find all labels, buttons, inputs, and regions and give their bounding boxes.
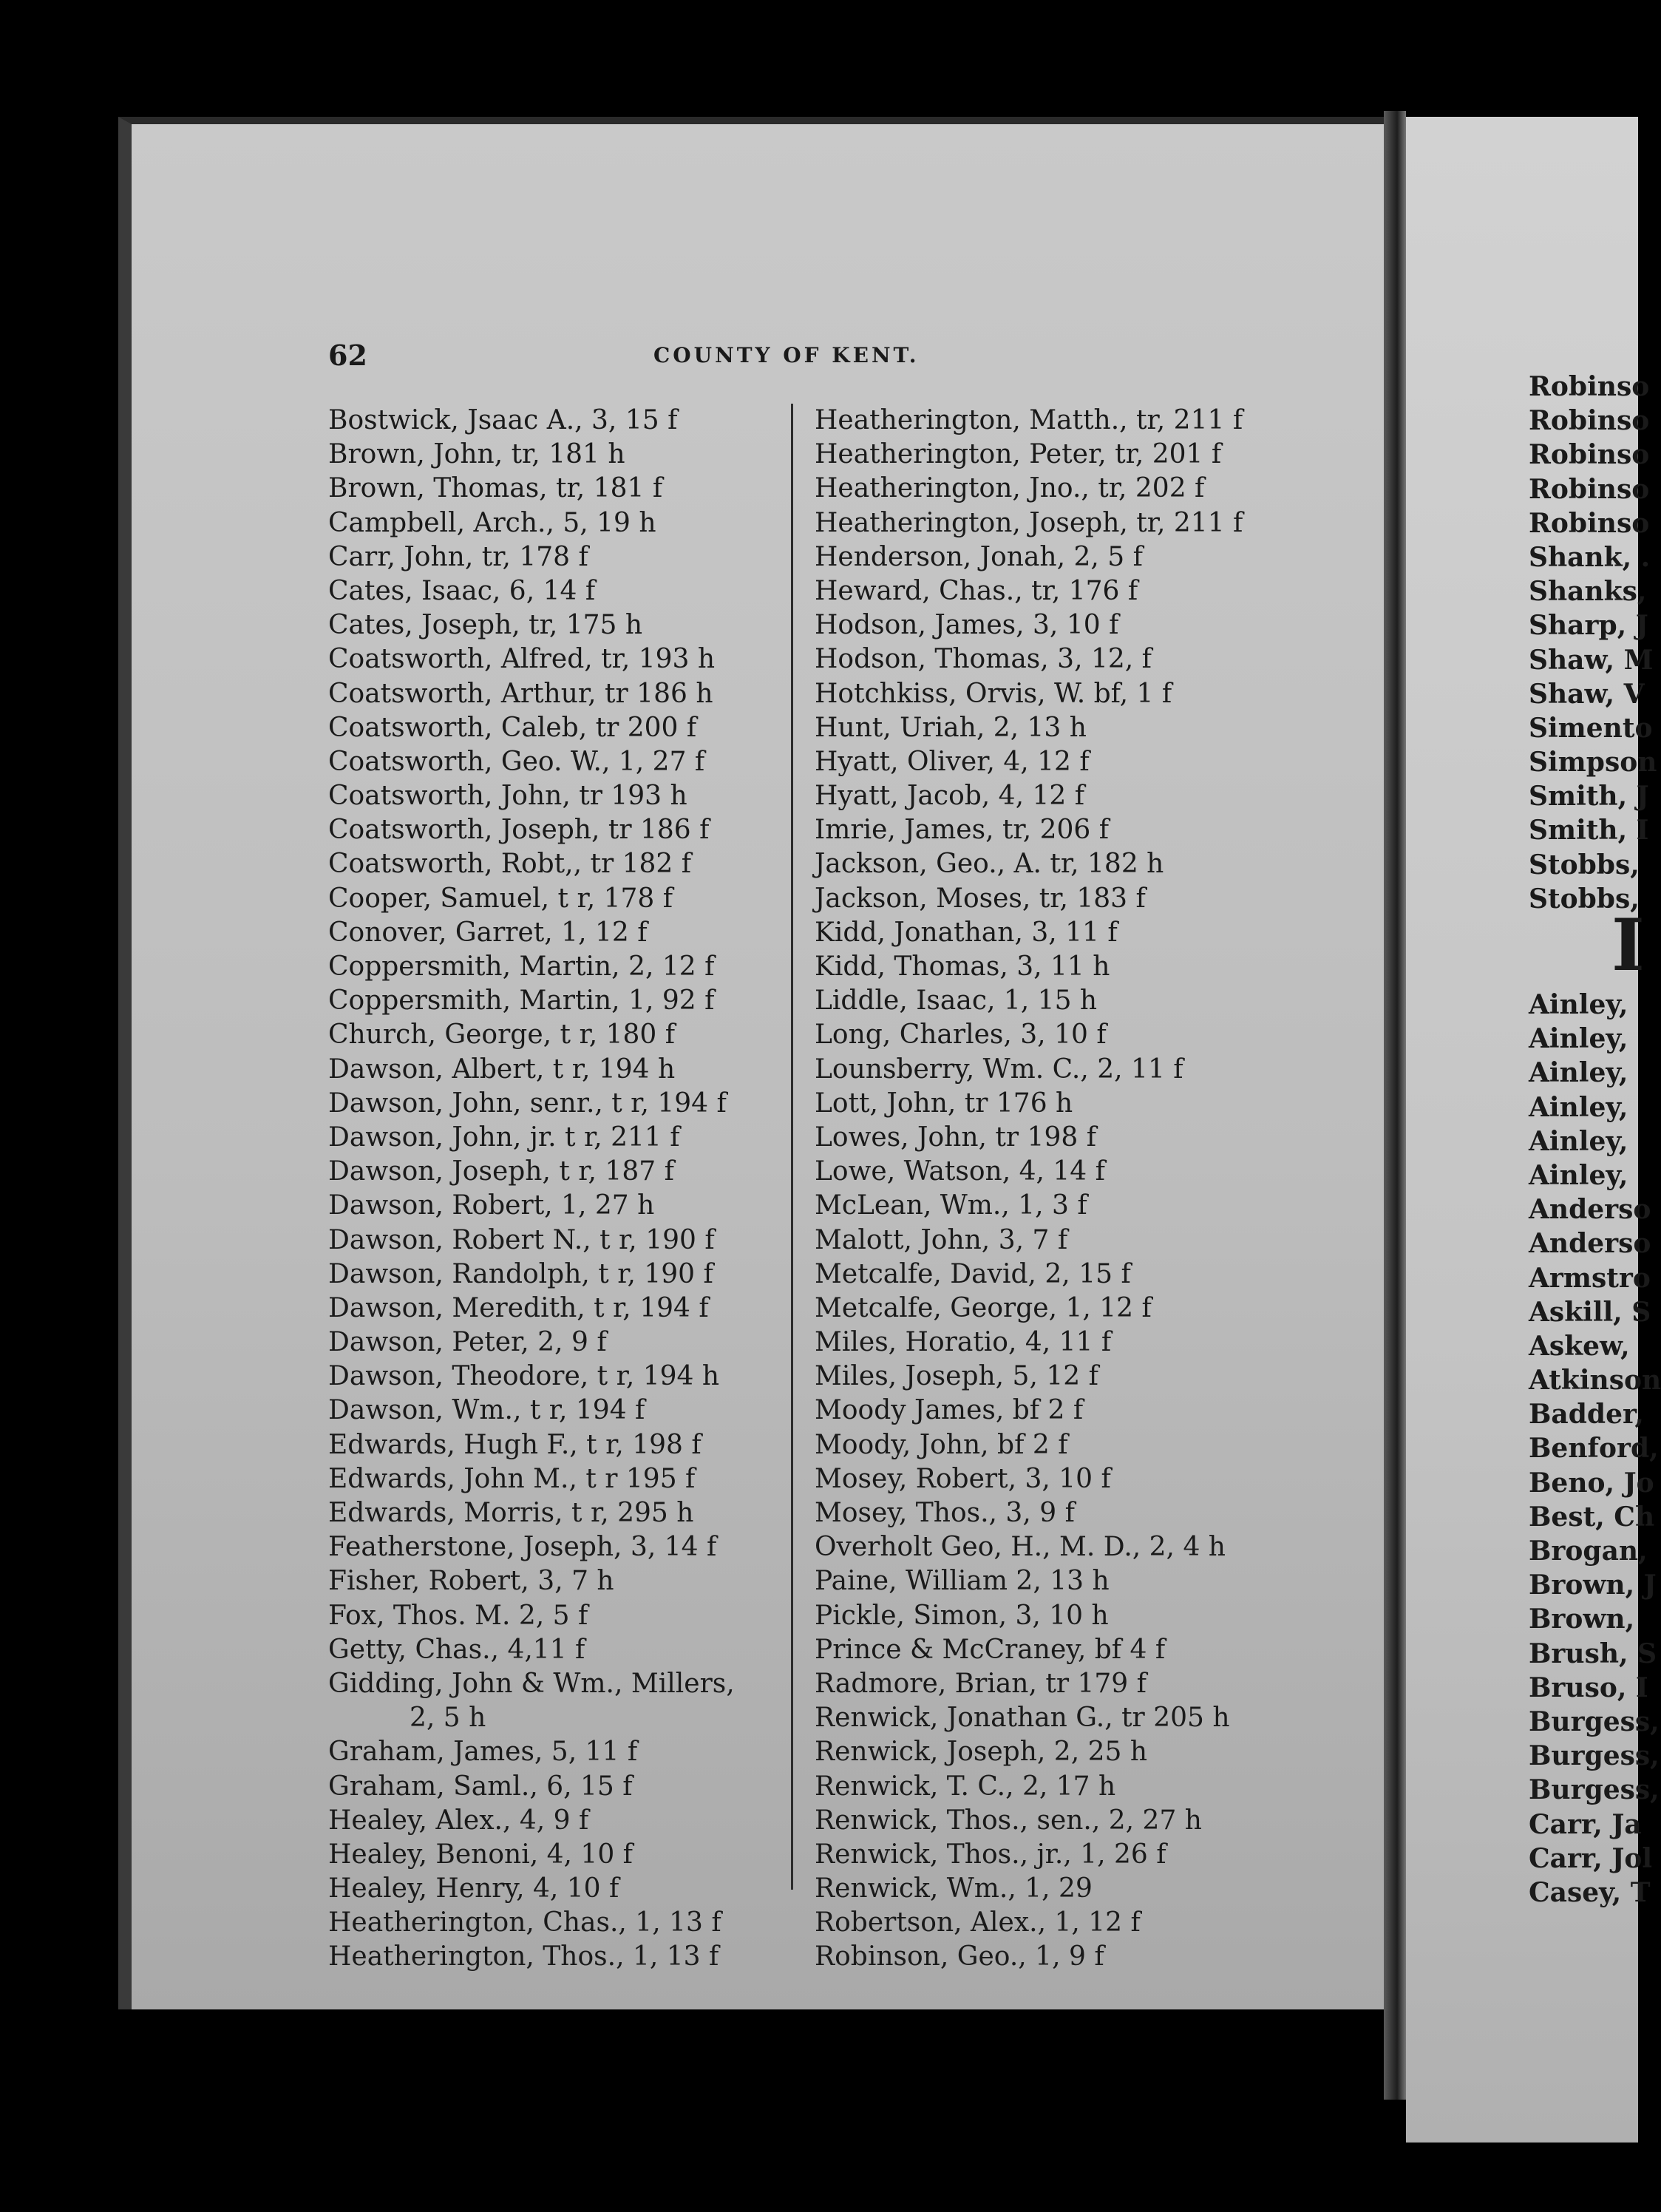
directory-entry: Askill, S — [1529, 1296, 1651, 1328]
directory-entry: Brown, — [1529, 1604, 1635, 1635]
directory-entry: Ainley, — [1529, 1091, 1628, 1123]
directory-entry: Lowe, Watson, 4, 14 f — [815, 1156, 1105, 1187]
directory-entry: Coatsworth, Arthur, tr 186 h — [328, 678, 713, 709]
directory-entry: Graham, James, 5, 11 f — [328, 1737, 638, 1768]
directory-entry: Benford, — [1529, 1433, 1659, 1465]
directory-entry: Metcalfe, David, 2, 15 f — [815, 1258, 1131, 1289]
directory-entry: Gidding, John & Wm., Millers, — [328, 1668, 735, 1699]
directory-entry: Renwick, Thos., sen., 2, 27 h — [815, 1805, 1202, 1836]
directory-entry: Long, Charles, 3, 10 f — [815, 1020, 1107, 1051]
directory-entry: Robinso — [1529, 473, 1650, 505]
directory-entry: Brown, J — [1529, 1570, 1657, 1601]
directory-entry: Carr, Jol — [1529, 1842, 1653, 1874]
directory-entry: Coatsworth, John, tr 193 h — [328, 781, 687, 812]
directory-column-left — [328, 404, 801, 1975]
directory-entry: Stobbs, — [1529, 883, 1640, 915]
directory-entry: Radmore, Brian, tr 179 f — [815, 1668, 1147, 1699]
directory-entry: Brush, S — [1529, 1638, 1657, 1669]
running-title: COUNTY OF KENT. — [653, 343, 920, 367]
directory-entry: Lounsberry, Wm. C., 2, 11 f — [815, 1054, 1183, 1085]
directory-entry: Burgess, — [1529, 1740, 1660, 1772]
directory-entry: Metcalfe, George, 1, 12 f — [815, 1292, 1152, 1323]
directory-entry: Smith, J — [1529, 781, 1649, 812]
directory-entry: Hunt, Uriah, 2, 13 h — [815, 712, 1087, 743]
directory-entry: Simento — [1529, 712, 1653, 744]
directory-entry: Ainley, — [1529, 989, 1628, 1020]
directory-entry: Burgess, — [1529, 1706, 1660, 1737]
directory-entry: Robinson, Geo., 1, 9 f — [815, 1941, 1104, 1972]
directory-entry: Robinso — [1529, 439, 1650, 471]
directory-entry: Heatherington, Matth., tr, 211 f — [815, 405, 1243, 435]
directory-entry: Smith, I — [1529, 815, 1649, 847]
directory-entry: Dawson, John, jr. t r, 211 f — [328, 1122, 680, 1153]
directory-entry: Robinso — [1529, 405, 1650, 437]
directory-entry: Church, George, t r, 180 f — [328, 1020, 676, 1051]
page-number: 62 — [328, 339, 367, 372]
directory-entry: Coppersmith, Martin, 2, 12 f — [328, 951, 715, 982]
directory-entry: Graham, Saml., 6, 15 f — [328, 1771, 633, 1802]
directory-entry: Anderso — [1529, 1228, 1651, 1260]
directory-entry: Dawson, Peter, 2, 9 f — [328, 1327, 607, 1358]
directory-entry: Brogan, — [1529, 1536, 1648, 1567]
directory-entry: Imrie, James, tr, 206 f — [815, 815, 1110, 846]
page-header — [328, 339, 1289, 383]
directory-entry: McLean, Wm., 1, 3 f — [815, 1190, 1087, 1221]
directory-entry: 2, 5 h — [410, 1703, 486, 1734]
directory-entry: Edwards, John M., t r 195 f — [328, 1463, 696, 1494]
directory-entry: Moody James, bf 2 f — [815, 1395, 1084, 1426]
directory-column-middle — [815, 404, 1302, 1975]
directory-entry: Dawson, John, senr., t r, 194 f — [328, 1088, 727, 1119]
directory-entry: Healey, Benoni, 4, 10 f — [328, 1839, 633, 1870]
directory-entry: Brown, Thomas, tr, 181 f — [328, 473, 663, 504]
directory-entry: Ainley, — [1529, 1023, 1628, 1055]
directory-entry: Coatsworth, Geo. W., 1, 27 f — [328, 746, 705, 777]
directory-entry: Fox, Thos. M. 2, 5 f — [328, 1600, 588, 1631]
right-page-column-top — [1529, 370, 1657, 916]
directory-entry: Dawson, Joseph, t r, 187 f — [328, 1156, 674, 1187]
directory-entry: Ainley, — [1529, 1057, 1628, 1089]
directory-entry: Pickle, Simon, 3, 10 h — [815, 1600, 1109, 1631]
directory-entry: Simpson — [1529, 747, 1657, 778]
directory-entry: Beno, Jo — [1529, 1467, 1654, 1499]
directory-entry: Kidd, Jonathan, 3, 11 f — [815, 917, 1118, 948]
directory-entry: Liddle, Isaac, 1, 15 h — [815, 985, 1098, 1017]
directory-entry: Armstro — [1529, 1262, 1651, 1294]
directory-entry: Bruso, I — [1529, 1672, 1648, 1703]
directory-entry: Paine, William 2, 13 h — [815, 1566, 1110, 1597]
directory-entry: Cooper, Samuel, t r, 178 f — [328, 883, 673, 914]
directory-entry: Heatherington, Jno., tr, 202 f — [815, 473, 1205, 504]
directory-entry: Renwick, Thos., jr., 1, 26 f — [815, 1839, 1166, 1870]
directory-entry: Hodson, James, 3, 10 f — [815, 610, 1119, 641]
directory-entry: Hodson, Thomas, 3, 12, f — [815, 644, 1152, 675]
directory-entry: Renwick, Wm., 1, 29 — [815, 1873, 1093, 1904]
directory-entry: Robinso — [1529, 507, 1650, 539]
directory-entry: Getty, Chas., 4,11 f — [328, 1634, 585, 1665]
directory-entry: Heatherington, Thos., 1, 13 f — [328, 1941, 719, 1972]
directory-entry: Coatsworth, Caleb, tr 200 f — [328, 712, 697, 743]
directory-entry: Cates, Isaac, 6, 14 f — [328, 575, 596, 606]
directory-entry: Jackson, Moses, tr, 183 f — [815, 883, 1146, 914]
directory-entry: Shaw, M — [1529, 644, 1654, 676]
directory-entry: Dawson, Robert, 1, 27 h — [328, 1190, 655, 1221]
directory-entry: Edwards, Hugh F., t r, 198 f — [328, 1429, 702, 1460]
directory-entry: Heatherington, Joseph, tr, 211 f — [815, 507, 1243, 538]
directory-entry: Mosey, Robert, 3, 10 f — [815, 1463, 1111, 1494]
directory-entry: Lowes, John, tr 198 f — [815, 1122, 1097, 1153]
directory-entry: Brown, John, tr, 181 h — [328, 439, 625, 470]
directory-entry: Renwick, Joseph, 2, 25 h — [815, 1737, 1148, 1768]
directory-entry: Healey, Henry, 4, 10 f — [328, 1873, 619, 1904]
directory-entry: Dawson, Theodore, t r, 194 h — [328, 1361, 720, 1392]
directory-entry: Fisher, Robert, 3, 7 h — [328, 1566, 614, 1597]
directory-entry: Lott, John, tr 176 h — [815, 1088, 1073, 1119]
directory-entry: Renwick, T. C., 2, 17 h — [815, 1771, 1116, 1802]
directory-entry: Healey, Alex., 4, 9 f — [328, 1805, 589, 1836]
directory-entry: Burgess, — [1529, 1774, 1660, 1806]
directory-entry: Featherstone, Joseph, 3, 14 f — [328, 1532, 717, 1563]
directory-entry: Miles, Horatio, 4, 11 f — [815, 1327, 1112, 1358]
directory-entry: Prince & McCraney, bf 4 f — [815, 1634, 1166, 1665]
directory-entry: Coatsworth, Alfred, tr, 193 h — [328, 644, 716, 675]
directory-entry: Malott, John, 3, 7 f — [815, 1224, 1068, 1255]
directory-entry: Jackson, Geo., A. tr, 182 h — [815, 849, 1164, 880]
directory-entry: Atkinson — [1529, 1365, 1661, 1397]
directory-entry: Askew, — [1529, 1330, 1630, 1362]
right-page-column-bottom — [1529, 988, 1661, 1910]
directory-entry: Carr, John, tr, 178 f — [328, 541, 588, 572]
directory-entry: Edwards, Morris, t r, 295 h — [328, 1498, 694, 1528]
directory-entry: Conover, Garret, 1, 12 f — [328, 917, 648, 948]
directory-entry: Stobbs, — [1529, 849, 1640, 881]
directory-entry: Hyatt, Jacob, 4, 12 f — [815, 781, 1085, 812]
directory-entry: Miles, Joseph, 5, 12 f — [815, 1361, 1098, 1392]
directory-entry: Dawson, Meredith, t r, 194 f — [328, 1292, 709, 1323]
directory-entry: Cates, Joseph, tr, 175 h — [328, 610, 643, 641]
column-divider — [791, 404, 793, 1890]
directory-entry: Anderso — [1529, 1194, 1651, 1226]
directory-entry: Ainley, — [1529, 1159, 1628, 1191]
directory-entry: Robinso — [1529, 371, 1650, 402]
directory-entry: Coppersmith, Martin, 1, 92 f — [328, 985, 715, 1017]
directory-entry: Coatsworth, Joseph, tr 186 f — [328, 815, 710, 846]
directory-entry: Bostwick, Jsaac A., 3, 15 f — [328, 405, 678, 435]
directory-entry: Overholt Geo, H., M. D., 2, 4 h — [815, 1532, 1226, 1563]
directory-entry: Robertson, Alex., 1, 12 f — [815, 1907, 1141, 1938]
directory-entry: Henderson, Jonah, 2, 5 f — [815, 541, 1143, 572]
directory-entry: Shanks, — [1529, 576, 1647, 608]
directory-entry: Moody, John, bf 2 f — [815, 1429, 1068, 1460]
directory-entry: Heatherington, Peter, tr, 201 f — [815, 439, 1222, 470]
directory-entry: Carr, Ja — [1529, 1808, 1642, 1840]
directory-entry: Renwick, Jonathan G., tr 205 h — [815, 1703, 1230, 1734]
directory-entry: Ainley, — [1529, 1125, 1628, 1157]
directory-entry: Heward, Chas., tr, 176 f — [815, 575, 1138, 606]
directory-entry: Campbell, Arch., 5, 19 h — [328, 507, 656, 538]
directory-entry: Best, Ch — [1529, 1501, 1655, 1533]
directory-entry: Hotchkiss, Orvis, W. bf, 1 f — [815, 678, 1172, 709]
directory-entry: Shank, . — [1529, 541, 1651, 573]
directory-entry: Heatherington, Chas., 1, 13 f — [328, 1907, 721, 1938]
directory-entry: Dawson, Robert N., t r, 190 f — [328, 1224, 715, 1255]
directory-entry: Mosey, Thos., 3, 9 f — [815, 1498, 1075, 1528]
directory-entry: Dawson, Wm., t r, 194 f — [328, 1395, 645, 1426]
directory-entry: Casey, T — [1529, 1876, 1651, 1908]
directory-entry: Dawson, Randolph, t r, 190 f — [328, 1258, 713, 1289]
book-gutter — [1384, 111, 1406, 2100]
section-letter: I — [1611, 903, 1645, 987]
directory-entry: Coatsworth, Robt,, tr 182 f — [328, 849, 692, 880]
directory-entry: Dawson, Albert, t r, 194 h — [328, 1054, 676, 1085]
directory-entry: Shaw, V — [1529, 678, 1645, 710]
directory-entry: Sharp, J — [1529, 610, 1648, 642]
directory-entry: Badder, — [1529, 1399, 1644, 1431]
directory-entry: Hyatt, Oliver, 4, 12 f — [815, 746, 1090, 777]
directory-entry: Kidd, Thomas, 3, 11 h — [815, 951, 1110, 982]
